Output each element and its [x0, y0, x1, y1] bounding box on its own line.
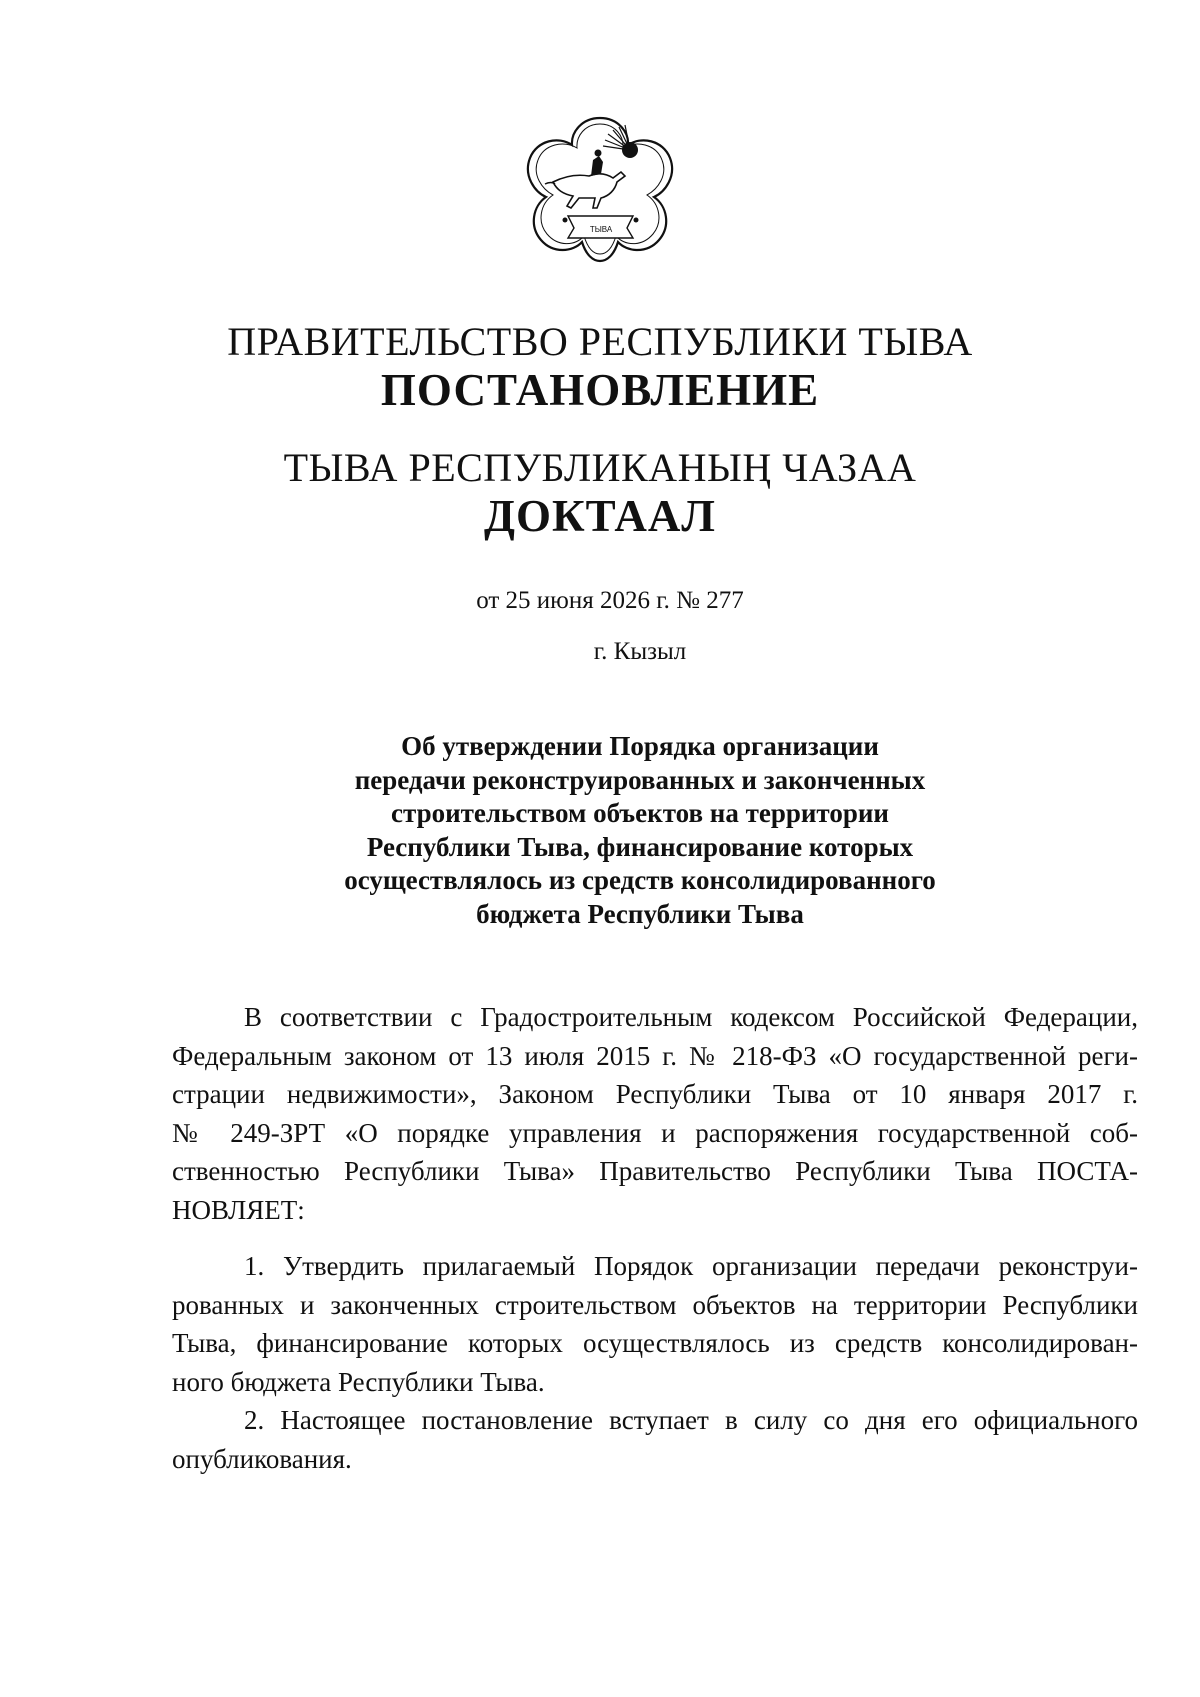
document-city: г. Кызыл [593, 638, 687, 665]
paragraph-line: ного бюджета Республики Тыва. [172, 1366, 545, 1397]
subject-line: осуществлялось из средств консолидированного [344, 865, 936, 895]
document-date-number: от 25 июня 2026 г. № 277 [476, 587, 744, 614]
paragraph-line: рованных и законченных строительством объектов на территории Республики [172, 1289, 1138, 1320]
subject-line: Об утверждении Порядка организации [401, 731, 879, 761]
document-type-ru: ПОСТАНОВЛЕНИЕ [380, 365, 820, 415]
subject-line: Республики Тыва, финансирование которых [366, 831, 914, 862]
paragraph-line: НОВЛЯЕТ: [172, 1194, 305, 1225]
paragraph-line: опубликования. [172, 1443, 352, 1474]
paragraph-line: 2. Настоящее постановление вступает в силу со дня его официального [244, 1405, 1138, 1435]
item-2-paragraph [172, 1401, 1138, 1478]
paragraph-line: № 249-ЗРТ «О порядке управления и распоряжения государственной соб- [172, 1117, 1138, 1148]
emblem-inscription: ТЫВА [589, 225, 613, 234]
tuva-emblem-icon [513, 112, 688, 264]
paragraph-line: Тыва, финансирование которых осуществлялось из средств консолидирован- [172, 1328, 1138, 1358]
paragraph-line: 1. Утвердить прилагаемый Порядок организации передачи реконструи- [244, 1251, 1138, 1281]
subject-line: передачи реконструированных и законченных [354, 764, 926, 795]
document-subject [300, 730, 980, 931]
paragraph-line: Федеральным законом от 13 июля 2015 г. № 218-ФЗ «О государственной реги- [172, 1040, 1138, 1071]
document-type-tyv: ДОКТААЛ [484, 491, 716, 541]
paragraph-line: В соответствии с Градостроительным кодексом Российской Федерации, [244, 1002, 1138, 1032]
paragraph-line: ственностью Республики Тыва» Правительство Республики Тыва ПОСТА- [172, 1156, 1138, 1186]
government-title-ru: ПРАВИТЕЛЬСТВО РЕСПУБЛИКИ ТЫВА [227, 319, 973, 364]
paragraph-line: страции недвижимости», Законом Республики Тыва от 10 января 2017 г. [172, 1079, 1138, 1109]
preamble-paragraph [172, 998, 1138, 1229]
subject-line: строительством объектов на территории [391, 798, 889, 828]
item-1-paragraph [172, 1247, 1138, 1401]
subject-line: бюджета Республики Тыва [476, 898, 804, 929]
government-title-tyv: ТЫВА РЕСПУБЛИКАНЫҢ ЧАЗАА [283, 445, 917, 490]
